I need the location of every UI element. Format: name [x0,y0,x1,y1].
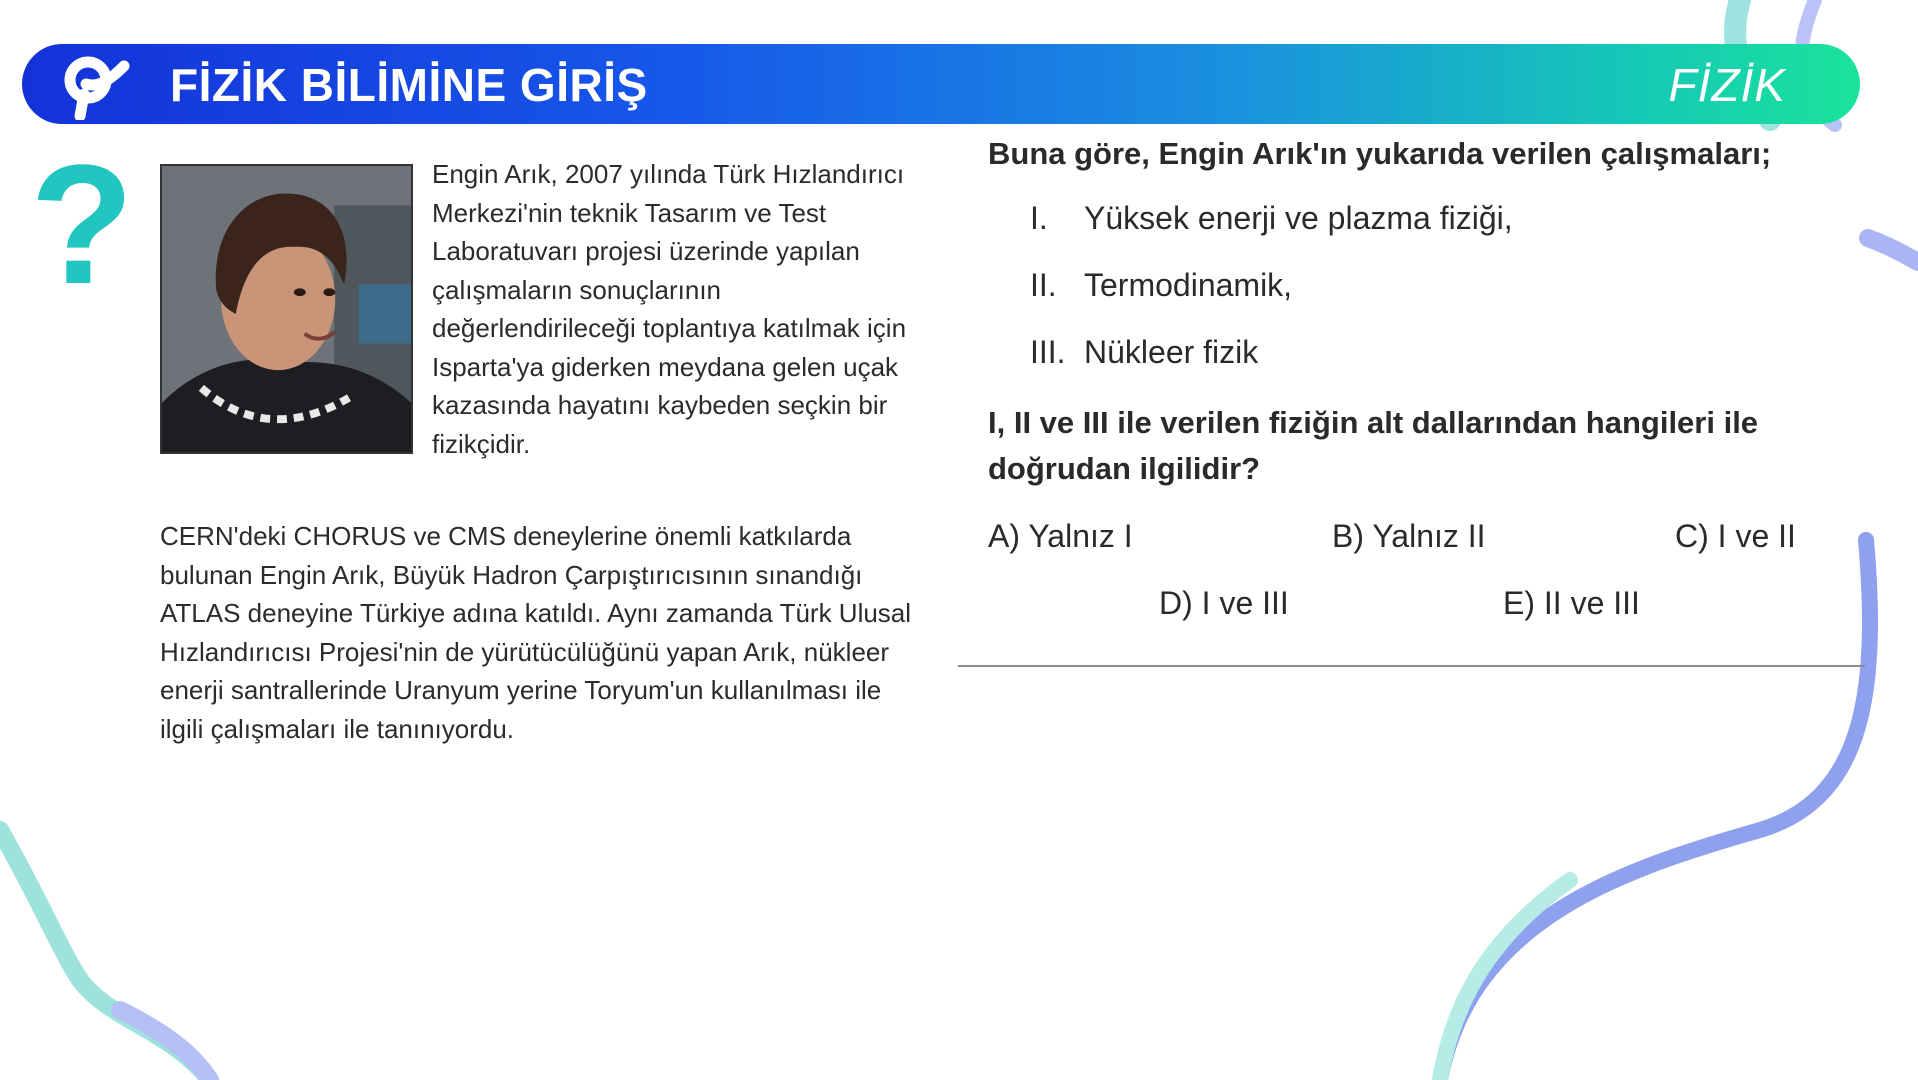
item-text: Yüksek enerji ve plazma fiziği, [1084,200,1513,236]
deco-curve-right-purple [1868,238,1918,262]
deco-curve-bottom-left-purple [120,1010,210,1080]
option-d[interactable]: D) I ve III [1159,585,1289,621]
option-b[interactable]: B) Yalnız II [1332,518,1486,554]
p-logo-icon [52,50,142,120]
question-intro: Buna göre, Engin Arık'ın yukarıda verilen çalışmaları; [988,136,1772,171]
subject-label: FİZİK [1668,59,1786,111]
question-items [1030,200,1513,401]
question-item [1030,267,1513,334]
option-e[interactable]: E) II ve III [1503,585,1640,621]
header-bar [22,44,1860,124]
item-text: Nükleer fizik [1084,334,1259,370]
deco-curve-bottom-left [0,830,210,1080]
question-stem: I, II ve III ile verilen fiziğin alt dallarından hangileri ile doğrudan ilgilidir? [988,405,1759,486]
option-a[interactable]: A) Yalnız I [988,518,1133,554]
item-number: III. [1030,334,1066,370]
divider-line [958,665,1865,667]
portrait-photo [160,164,413,454]
option-c[interactable]: C) I ve II [1675,518,1796,554]
passage-paragraph-2: CERN'deki CHORUS ve CMS deneylerine önemli katkılarda bulunan Engin Arık, Büyük Hadron Çarpıştırıcısının sınandığı ATLAS deneyine Türkiye adına katıldı. Aynı zamanda Türk Ulusal Hızlandırıcısı Projesi'nin de yürütücülüğünü yapan Arık, nükleer enerji santrallerinde Uranyum yerine Toryum'un kullanılması ile ilgili çalışmaları ile tanınıyordu. [160,521,912,744]
page-title: FİZİK BİLİMİNE GİRİŞ [170,59,648,111]
question-item [1030,200,1513,267]
item-number: II. [1030,267,1057,303]
item-number: I. [1030,200,1048,236]
deco-curve-bottom-right-teal [1440,880,1570,1080]
item-text: Termodinamik, [1084,267,1293,303]
question-item [1030,334,1513,401]
question-mark-icon: ? [30,130,134,320]
passage-paragraph-1: Engin Arık, 2007 yılında Türk Hızlandırıcı Merkezi'nin teknik Tasarım ve Test Laboratuvarı projesi üzerinde yapılan çalışmaların sonuçlarının değerlendirileceği toplantıya katılmak için Isparta'ya giderken meydana gelen uçak kazasında hayatını kaybeden seçkin bir fizikçidir. [432,159,907,459]
